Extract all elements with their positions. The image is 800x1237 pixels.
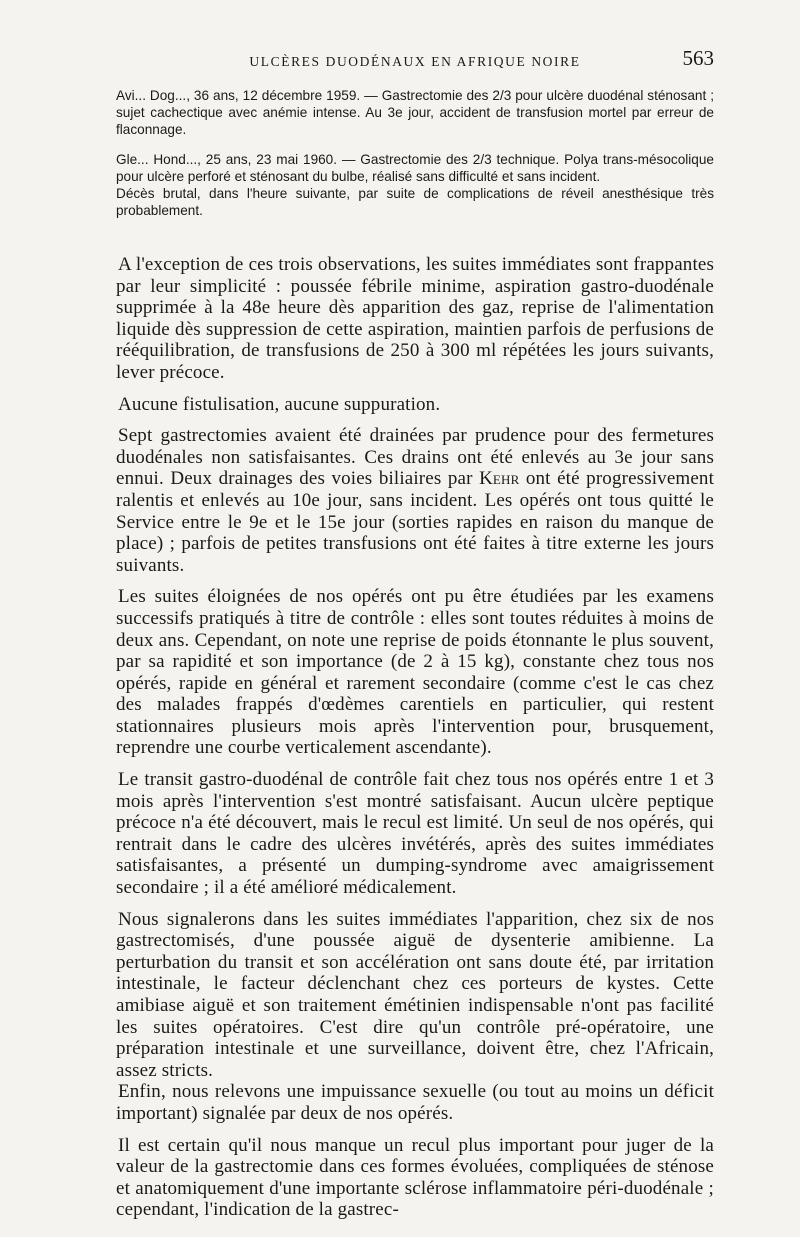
case-note: Avi... Dog..., 36 ans, 12 décembre 1959. — Gastrectomie des 2/3 pour ulcère duodénal sténosant ; sujet cachectique avec anémie intense. Au 3e jour, accident de transfusion mortel par erreur de flaconnage. bbox=[116, 88, 714, 137]
case-note: Décès brutal, dans l'heure suivante, par suite de complications de réveil anesthésique très probablement. bbox=[116, 185, 714, 218]
paragraph-part: ont été progressivement ralentis et enlevés au 10e jour, sans incident. Les opérés ont tous quitté le Service entre le 9e et le 15e jour (sorties rapides en raison du manque de place) ; parfois de petites transfusions ont été faites à titre externe les jours suivants. bbox=[116, 468, 714, 576]
paragraph: A l'exception de ces trois observations, les suites immédiates sont frappantes par leur simplicité : poussée fébrile minime, aspiration gastro-duodénale supprimée à la 48e heure dès apparition des gaz, reprise de l'alimentation liquide dès suppression de cette aspiration, maintien parfois de perfusions de rééquilibration, de transfusions de 250 à 300 ml répétées les jours suivants, lever précoce. bbox=[116, 254, 714, 383]
page-header bbox=[116, 46, 714, 76]
paragraph: Les suites éloignées de nos opérés ont pu être étudiées par les examens successifs pratiqués à titre de contrôle : elles sont toutes réduites à moins de deux ans. Cependant, on note une reprise de poids étonnante le plus souvent, par sa rapidité et son importance (de 2 à 15 kg), constante chez tous nos opérés, rapide en général et rarement secondaire (comme c'est le cas chez des malades frappés d'œdèmes carentiels en particulier, qui restent stationnaires plusieurs mois après l'intervention pour, brusquement, reprendre une courbe verticalement ascendante). bbox=[116, 586, 714, 759]
paragraph-part: Sept gastrectomies avaient été drainées par prudence pour des fermetures duodénales non satisfaisantes. Ces drains ont été enlevés au 3e jour sans ennui. Deux drainages des voies biliaires par bbox=[116, 425, 714, 490]
case-note: Gle... Hond..., 25 ans, 23 mai 1960. — Gastrectomie des 2/3 technique. Polya trans-mésocolique pour ulcère perforé et sténosant du bulbe, réalisé sans difficulté et sans incident. bbox=[116, 152, 714, 185]
paragraph: Aucune fistulisation, aucune suppuration. bbox=[118, 393, 441, 415]
paragraph: Le transit gastro-duodénal de contrôle fait chez tous nos opérés entre 1 et 3 mois après l'intervention s'est montré satisfaisant. Aucun ulcère peptique précoce n'a été découvert, mais le recul est limité. Un seul de nos opérés, qui rentrait dans le cadre des ulcères invétérés, après des suites immédiates satisfaisantes, a présenté un dumping-syndrome avec amaigrissement secondaire ; il a été amélioré médicalement. bbox=[116, 769, 714, 899]
case-notes bbox=[116, 88, 714, 220]
paragraph: Il est certain qu'il nous manque un recul plus important pour juger de la valeur de la gastrectomie dans ces formes évoluées, compliquées de sténose et anatomiquement d'une importante sclérose inflammatoire péri-duodénale ; cependant, l'indication de la gastrec- bbox=[116, 1134, 714, 1221]
paragraph bbox=[116, 425, 714, 576]
running-title: ULCÈRES DUODÉNAUX EN AFRIQUE NOIRE bbox=[249, 54, 581, 69]
author-name: Kehr bbox=[479, 468, 520, 490]
paragraph: Nous signalerons dans les suites immédiates l'apparition, chez six de nos gastrectomisés, d'une poussée aiguë de dysenterie amibienne. La perturbation du transit et son accélération ont sans doute été, par irritation intestinale, le facteur déclenchant chez ces porteurs de kystes. Cette amibiase aiguë et son traitement émétinien indispensable n'ont pas facilité les suites opératoires. C'est dire qu'un contrôle pré-opératoire, une préparation intestinale et une surveillance, doivent être, chez l'Africain, assez stricts. bbox=[116, 908, 714, 1081]
page-number: 563 bbox=[682, 46, 714, 70]
paragraph: Enfin, nous relevons une impuissance sexuelle (ou tout au moins un déficit important) signalée par deux de nos opérés. bbox=[116, 1081, 714, 1124]
body-text bbox=[116, 254, 714, 1221]
